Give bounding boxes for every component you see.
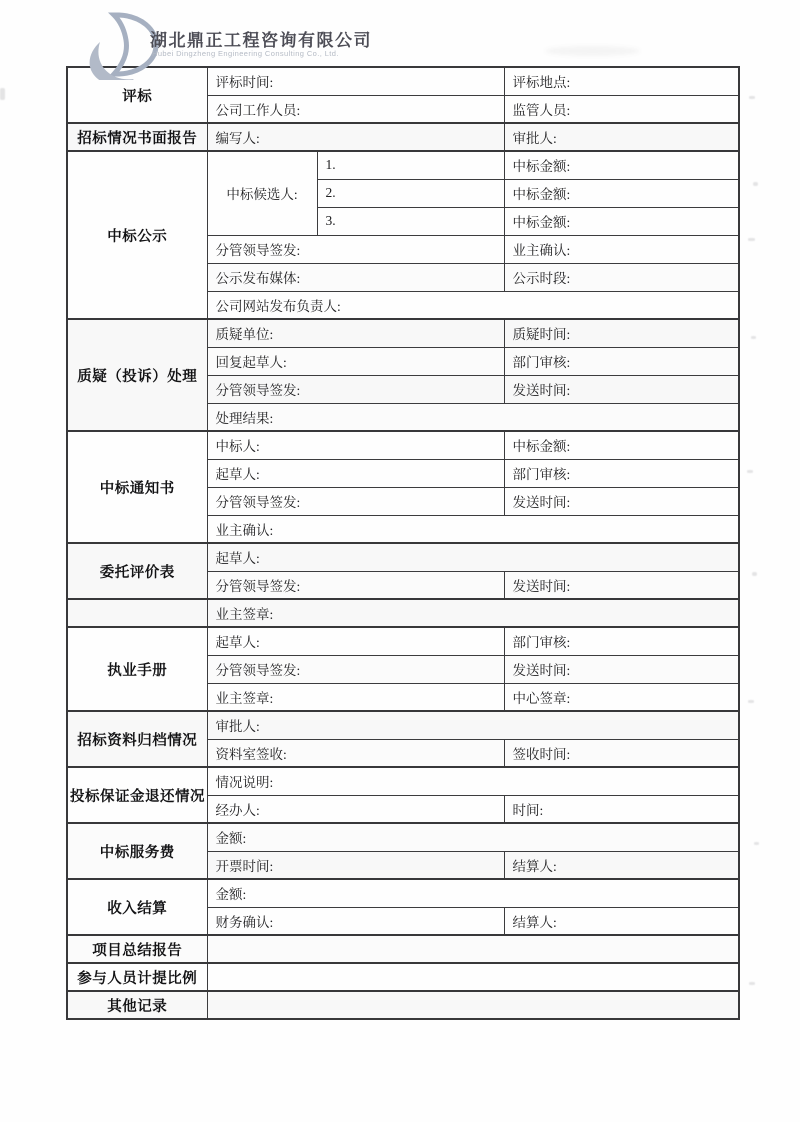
section-label-cell: 质疑（投诉）处理 [67, 319, 207, 431]
field-cell: 起草人: [207, 543, 739, 571]
field-cell: 中心签章: [504, 683, 739, 711]
field-cell: 审批人: [207, 711, 739, 739]
field-cell: 经办人: [207, 795, 504, 823]
field-cell: 中标金额: [504, 151, 739, 179]
section-label-cell: 中标服务费 [67, 823, 207, 879]
field-cell: 回复起草人: [207, 347, 504, 375]
field-cell: 金额: [207, 823, 739, 851]
field-cell: 分管领导签发: [207, 375, 504, 403]
field-cell: 分管领导签发: [207, 235, 504, 263]
table-row [67, 543, 739, 571]
field-cell: 结算人: [504, 907, 739, 935]
field-cell: 时间: [504, 795, 739, 823]
field-cell: 监管人员: [504, 95, 739, 123]
scan-smudge [545, 46, 640, 56]
field-cell: 评标时间: [207, 67, 504, 95]
field-cell: 公示时段: [504, 263, 739, 291]
table-row [67, 151, 739, 179]
field-cell: 发送时间: [504, 655, 739, 683]
section-label-cell: 投标保证金退还情况 [67, 767, 207, 823]
section-label-cell: 其他记录 [67, 991, 207, 1019]
field-cell: 评标地点: [504, 67, 739, 95]
field-cell: 结算人: [504, 851, 739, 879]
field-cell [207, 963, 739, 991]
table-row [67, 599, 739, 627]
candidate-number-cell: 1. [317, 151, 504, 179]
section-label-cell: 中标公示 [67, 151, 207, 319]
table-row [67, 319, 739, 347]
field-cell: 业主确认: [207, 515, 739, 543]
field-cell: 质疑单位: [207, 319, 504, 347]
field-cell: 发送时间: [504, 571, 739, 599]
field-cell: 部门审核: [504, 459, 739, 487]
scan-speck [748, 238, 755, 241]
field-cell: 情况说明: [207, 767, 739, 795]
field-cell: 发送时间: [504, 375, 739, 403]
field-cell: 公示发布媒体: [207, 263, 504, 291]
candidates-label-cell: 中标候选人: [207, 151, 317, 235]
scan-speck [753, 182, 758, 186]
section-label-cell: 执业手册 [67, 627, 207, 711]
field-cell: 发送时间: [504, 487, 739, 515]
section-label-cell [67, 599, 207, 627]
scan-speck [0, 88, 5, 100]
field-cell: 签收时间: [504, 739, 739, 767]
form-table [66, 66, 740, 1020]
table-row [67, 431, 739, 459]
field-cell: 编写人: [207, 123, 504, 151]
field-cell: 公司网站发布负责人: [207, 291, 739, 319]
field-cell [207, 991, 739, 1019]
scan-speck [749, 982, 755, 985]
field-cell: 分管领导签发: [207, 571, 504, 599]
section-label-cell: 招标资料归档情况 [67, 711, 207, 767]
field-cell: 财务确认: [207, 907, 504, 935]
section-label-cell: 中标通知书 [67, 431, 207, 543]
field-cell: 处理结果: [207, 403, 739, 431]
field-cell: 业主确认: [504, 235, 739, 263]
section-label-cell: 项目总结报告 [67, 935, 207, 963]
field-cell: 起草人: [207, 459, 504, 487]
table-row [67, 935, 739, 963]
field-cell: 业主签章: [207, 683, 504, 711]
field-cell: 业主签章: [207, 599, 739, 627]
candidate-number-cell: 2. [317, 179, 504, 207]
field-cell: 开票时间: [207, 851, 504, 879]
field-cell: 中标金额: [504, 207, 739, 235]
scan-speck [747, 470, 753, 473]
candidate-number-cell: 3. [317, 207, 504, 235]
table-row [67, 711, 739, 739]
field-cell: 审批人: [504, 123, 739, 151]
field-cell: 公司工作人员: [207, 95, 504, 123]
scan-speck [749, 96, 755, 99]
field-cell: 起草人: [207, 627, 504, 655]
section-label-cell: 评标 [67, 67, 207, 123]
scan-speck [748, 700, 754, 703]
field-cell: 质疑时间: [504, 319, 739, 347]
scan-speck [754, 842, 759, 845]
table-row [67, 767, 739, 795]
field-cell: 分管领导签发: [207, 487, 504, 515]
field-cell: 资料室签收: [207, 739, 504, 767]
field-cell: 中标金额: [504, 179, 739, 207]
table-row [67, 963, 739, 991]
field-cell: 中标人: [207, 431, 504, 459]
company-name-en: Hubei Dingzheng Engineering Consulting Co., Ltd. [152, 49, 339, 58]
table-row [67, 879, 739, 907]
table-row [67, 627, 739, 655]
section-label-cell: 招标情况书面报告 [67, 123, 207, 151]
table-row [67, 123, 739, 151]
field-cell: 部门审核: [504, 627, 739, 655]
scan-speck [752, 572, 757, 576]
section-label-cell: 收入结算 [67, 879, 207, 935]
scan-speck [751, 336, 756, 339]
field-cell: 中标金额: [504, 431, 739, 459]
section-label-cell: 委托评价表 [67, 543, 207, 599]
table-row [67, 823, 739, 851]
field-cell [207, 935, 739, 963]
field-cell: 金额: [207, 879, 739, 907]
field-cell: 部门审核: [504, 347, 739, 375]
field-cell: 分管领导签发: [207, 655, 504, 683]
section-label-cell: 参与人员计提比例 [67, 963, 207, 991]
table-row [67, 991, 739, 1019]
company-name: 湖北鼎正工程咨询有限公司 [150, 31, 372, 50]
